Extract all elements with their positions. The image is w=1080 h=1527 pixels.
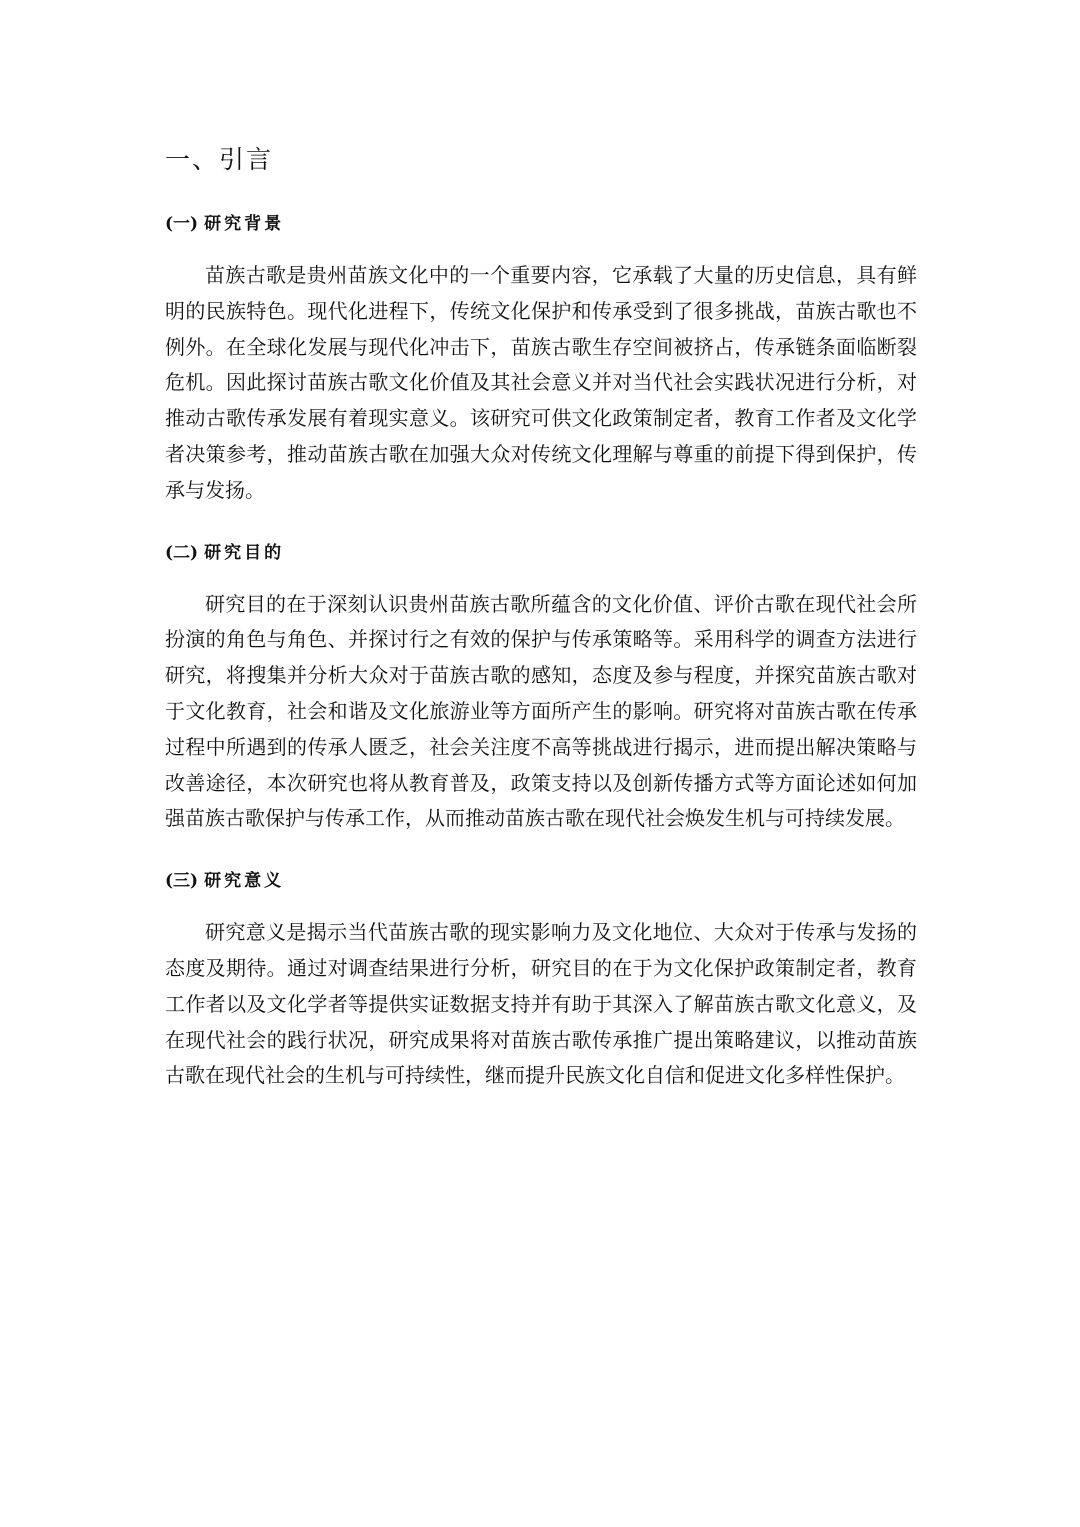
section-heading [165,539,917,567]
spacer [165,182,917,210]
body-paragraph: 研究目的在于深刻认识贵州苗族古歌所蕴含的文化价值、评价古歌在现代社会所扮演的角色与角色、并探讨行之有效的保护与传承策略等。采用科学的调查方法进行研究，将搜集并分析大众对于苗族古歌的感知，态度及参与程度，并探究苗族古歌对于文化教育，社会和谐及文化旅游业等方面所产生的影响。研究将对苗族古歌在传承过程中所遇到的传承人匮乏，社会关注度不高等挑战进行揭示，进而提出解决策略与改善途径，本次研究也将从教育普及，政策支持以及创新传播方式等方面论述如何加强苗族古歌保护与传承工作，从而推动苗族古歌在现代社会焕发生机与可持续发展。 [165,591,917,831]
section-significance [165,867,917,1094]
section-label: (三) [165,871,199,892]
page-content [165,138,917,1094]
section-heading [165,867,917,895]
spacer [165,567,917,587]
section-purpose [165,539,917,838]
section-title-text: 研究意义 [204,871,285,892]
section-background [165,210,917,509]
section-title-text: 研究背景 [204,214,285,234]
section-heading [165,210,917,238]
section-label: (二) [165,542,199,563]
section-title-text: 研究目的 [204,542,285,563]
body-paragraph: 研究意义是揭示当代苗族古歌的现实影响力及文化地位、大众对于传承与发扬的态度及期待。通过对调查结果进行分析，研究目的在于为文化保护政策制定者，教育工作者以及文化学者等提供实证数据支持并有助于其深入了解苗族古歌文化意义，及在现代社会的践行状况，研究成果将对苗族古歌传承推广提出策略建议，以推动苗族古歌在现代社会的生机与可持续性，继而提升民族文化自信和促进文化多样性保护。 [165,920,917,1088]
chapter-title: 一、引言 [165,145,274,174]
spacer [165,509,917,539]
spacer [165,837,917,867]
section-label: (一) [165,214,199,234]
spacer [165,238,917,258]
spacer [165,895,917,915]
body-paragraph: 苗族古歌是贵州苗族文化中的一个重要内容，它承载了大量的历史信息，具有鲜明的民族特色。现代化进程下，传统文化保护和传承受到了很多挑战，苗族古歌也不例外。在全球化发展与现代化冲击下，苗族古歌生存空间被挤占，传承链条面临断裂危机。因此探讨苗族古歌文化价值及其社会意义并对当代社会实践状况进行分析，对推动古歌传承发展有着现实意义。该研究可供文化政策制定者，教育工作者及文化学者决策参考，推动苗族古歌在加强大众对传统文化理解与尊重的前提下得到保护，传承与发扬。 [165,263,917,502]
